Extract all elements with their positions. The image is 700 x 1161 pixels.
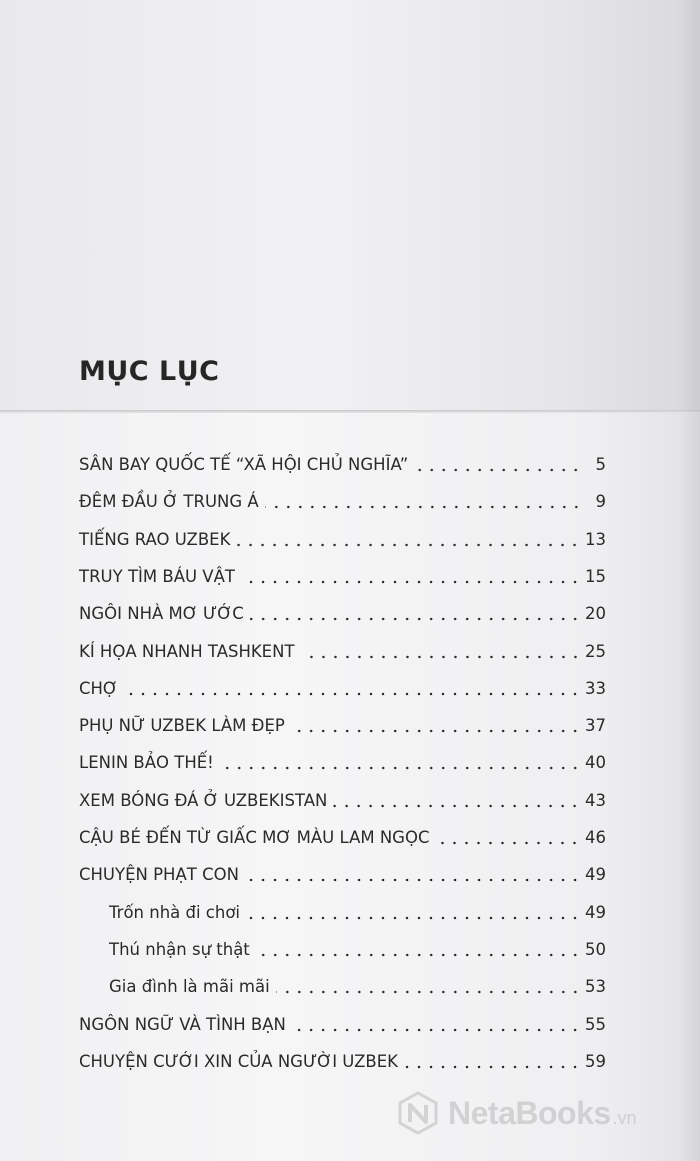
entry-page-number: 9 xyxy=(595,492,606,512)
dot-leader xyxy=(291,713,581,733)
toc-entry xyxy=(79,599,606,625)
dot-leader xyxy=(250,601,581,621)
entry-title: Trốn nhà đi chơi xyxy=(109,902,241,922)
entry-title: KÍ HỌA NHANH TASHKENT xyxy=(79,641,295,661)
toc-entry xyxy=(79,786,606,812)
watermark-suffix: .vn xyxy=(612,1107,637,1128)
toc-entry xyxy=(79,637,606,663)
toc-entry xyxy=(79,1010,606,1036)
entry-page-number: 50 xyxy=(585,939,606,959)
entry-title: XEM BÓNG ĐÁ Ở UZBEKISTAN xyxy=(79,790,328,810)
entry-page-number: 33 xyxy=(585,678,606,698)
entry-page-number: 40 xyxy=(585,753,606,773)
page-right-shadow xyxy=(678,0,700,1161)
entry-title: CẬU BÉ ĐẾN TỪ GIẤC MƠ MÀU LAM NGỌC xyxy=(79,828,430,847)
n-hexagon-logo-icon xyxy=(396,1091,440,1135)
toc-subentry xyxy=(109,972,606,998)
dot-leader xyxy=(236,527,581,547)
entry-title: CHỢ xyxy=(79,678,118,698)
toc-entry xyxy=(79,674,606,700)
entry-page-number: 37 xyxy=(585,716,606,736)
dot-leader xyxy=(333,788,581,808)
toc-entry xyxy=(79,1047,606,1073)
watermark-brand: NetaBooks xyxy=(448,1094,611,1131)
entry-title: Gia đình là mãi mãi xyxy=(109,977,270,997)
toc-entry xyxy=(79,823,606,849)
entry-title: TRUY TÌM BÁU VẬT xyxy=(79,566,235,586)
entry-title: TIẾNG RAO UZBEK xyxy=(79,529,231,549)
entry-page-number: 20 xyxy=(585,604,606,624)
entry-page-number: 49 xyxy=(585,865,606,885)
dot-leader xyxy=(276,974,581,994)
entry-page-number: 15 xyxy=(585,566,606,586)
dot-leader xyxy=(404,1049,581,1069)
entry-page-number: 49 xyxy=(585,902,606,922)
entry-page-number: 25 xyxy=(585,641,606,661)
toc-entry xyxy=(79,450,606,476)
dot-leader xyxy=(246,900,581,920)
toc-heading: MỤC LỤC xyxy=(79,356,220,387)
previous-page-overlap xyxy=(0,0,700,412)
page-edge-line xyxy=(0,410,700,413)
entry-page-number: 43 xyxy=(585,790,606,810)
entry-title: Thú nhận sự thật xyxy=(109,939,250,959)
dot-leader xyxy=(124,676,581,696)
entry-page-number: 46 xyxy=(585,828,606,847)
entry-title: NGÔI NHÀ MƠ ƯỚC xyxy=(79,604,244,624)
entry-page-number: 59 xyxy=(585,1051,606,1071)
entry-title: SÂN BAY QUỐC TẾ “XÃ HỘI CHỦ NGHĨA” xyxy=(79,455,409,474)
watermark xyxy=(396,1091,637,1135)
toc-subentry xyxy=(109,935,606,961)
entry-page-number: 13 xyxy=(585,529,606,549)
entry-page-number: 55 xyxy=(585,1014,606,1034)
entry-title: NGÔN NGỮ VÀ TÌNH BẠN xyxy=(79,1014,286,1034)
toc-entry xyxy=(79,487,606,513)
entry-title: CHUYỆN CƯỚI XIN CỦA NGƯỜI UZBEK xyxy=(79,1051,398,1071)
toc-entry xyxy=(79,562,606,588)
toc-entry xyxy=(79,711,606,737)
toc-entry xyxy=(79,748,606,774)
entry-page-number: 5 xyxy=(595,455,606,474)
toc-entry xyxy=(79,525,606,551)
entry-title: LENIN BẢO THẾ! xyxy=(79,753,214,773)
dot-leader xyxy=(241,564,581,584)
dot-leader xyxy=(435,825,581,845)
toc-subentry xyxy=(109,898,606,924)
dot-leader xyxy=(265,489,582,509)
dot-leader xyxy=(414,452,582,472)
entry-title: ĐÊM ĐẦU Ở TRUNG Á xyxy=(79,492,259,512)
entry-title: CHUYỆN PHẠT CON xyxy=(79,865,239,885)
dot-leader xyxy=(292,1012,581,1032)
entry-title: PHỤ NỮ UZBEK LÀM ĐẸP xyxy=(79,716,285,736)
dot-leader xyxy=(301,639,581,659)
dot-leader xyxy=(220,750,581,770)
dot-leader xyxy=(245,862,581,882)
dot-leader xyxy=(256,937,581,957)
toc-entry xyxy=(79,860,606,886)
entry-page-number: 53 xyxy=(585,977,606,997)
